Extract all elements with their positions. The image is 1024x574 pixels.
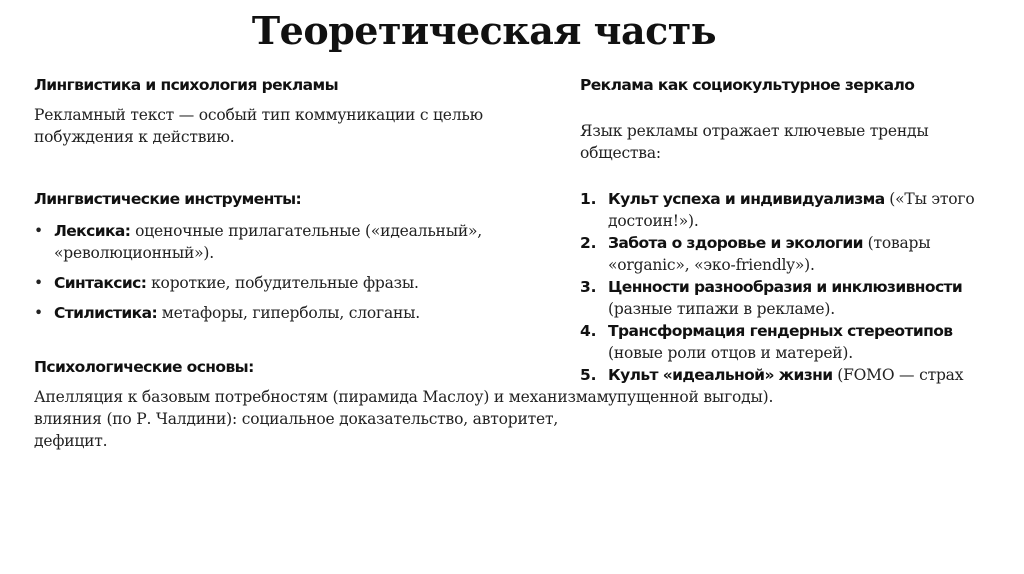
section-heading-linguistic-tools: Лингвистические инструменты:	[34, 190, 302, 208]
list-number: 5.	[580, 366, 597, 384]
list-item	[34, 302, 534, 324]
list-item-text: короткие, побудительные фразы.	[146, 274, 419, 292]
list-number: 4.	[580, 322, 597, 340]
list-item	[580, 232, 1000, 276]
left-column	[34, 74, 624, 452]
list-item	[34, 272, 534, 294]
linguistic-tools-list	[34, 220, 534, 324]
list-item-term: Трансформация гендерных стереотипов	[608, 322, 953, 340]
list-item-text: оценочные прилагательные («идеальный», «революционный»).	[54, 222, 482, 262]
section-heading-linguistics-psychology: Лингвистика и психология рекламы	[34, 76, 339, 94]
section-text-intro: Язык рекламы отражает ключевые тренды общества:	[580, 122, 929, 162]
list-item-text: (разные типажи в рекламе).	[608, 300, 835, 318]
list-number: 1.	[580, 190, 597, 208]
list-item	[34, 220, 534, 264]
section-heading-psychological-basis: Психологические основы:	[34, 358, 254, 376]
section-heading-sociocultural-mirror: Реклама как социокультурное зеркало	[580, 76, 915, 94]
list-number: 2.	[580, 234, 597, 252]
list-number: 3.	[580, 278, 597, 296]
bullet-icon: •	[34, 304, 43, 322]
trends-list	[580, 188, 1000, 408]
bullet-icon: •	[34, 222, 43, 240]
list-item-text: (новые роли отцов и матерей).	[608, 344, 853, 362]
list-item-text: («Ты этого достоин!»).	[608, 190, 975, 230]
list-item-term: Культ «идеальной» жизни	[608, 366, 833, 384]
list-item-term: Лексика:	[54, 222, 131, 240]
list-item-term: Синтаксис:	[54, 274, 147, 292]
slide-title: Теоретическая часть	[251, 8, 717, 53]
list-item-term: Культ успеха и индивидуализма	[608, 190, 885, 208]
list-item	[580, 188, 1000, 232]
list-item-text: (товары «organic», «эко-friendly»).	[608, 234, 931, 274]
list-item-term: Стилистика:	[54, 304, 158, 322]
list-item	[580, 364, 1000, 408]
section-text-ad-definition: Рекламный текст — особый тип коммуникации с целью побуждения к действию.	[34, 106, 483, 146]
list-item-text: метафоры, гиперболы, слоганы.	[157, 304, 420, 322]
list-item	[580, 320, 1000, 364]
list-item-term: Ценности разнообразия и инклюзивности	[608, 278, 963, 296]
list-item-term: Забота о здоровье и экологии	[608, 234, 863, 252]
right-column	[580, 74, 1000, 408]
list-item-text: (FOMO — страх упущенной выгоды).	[608, 366, 964, 406]
list-item	[580, 276, 1000, 320]
section-text-psychological-basis: Апелляция к базовым потребностям (пирамида Маслоу) и механизмам влияния (по Р. Чалдини): социальное доказательство, авторитет, дефицит.	[34, 388, 609, 450]
bullet-icon: •	[34, 274, 43, 292]
